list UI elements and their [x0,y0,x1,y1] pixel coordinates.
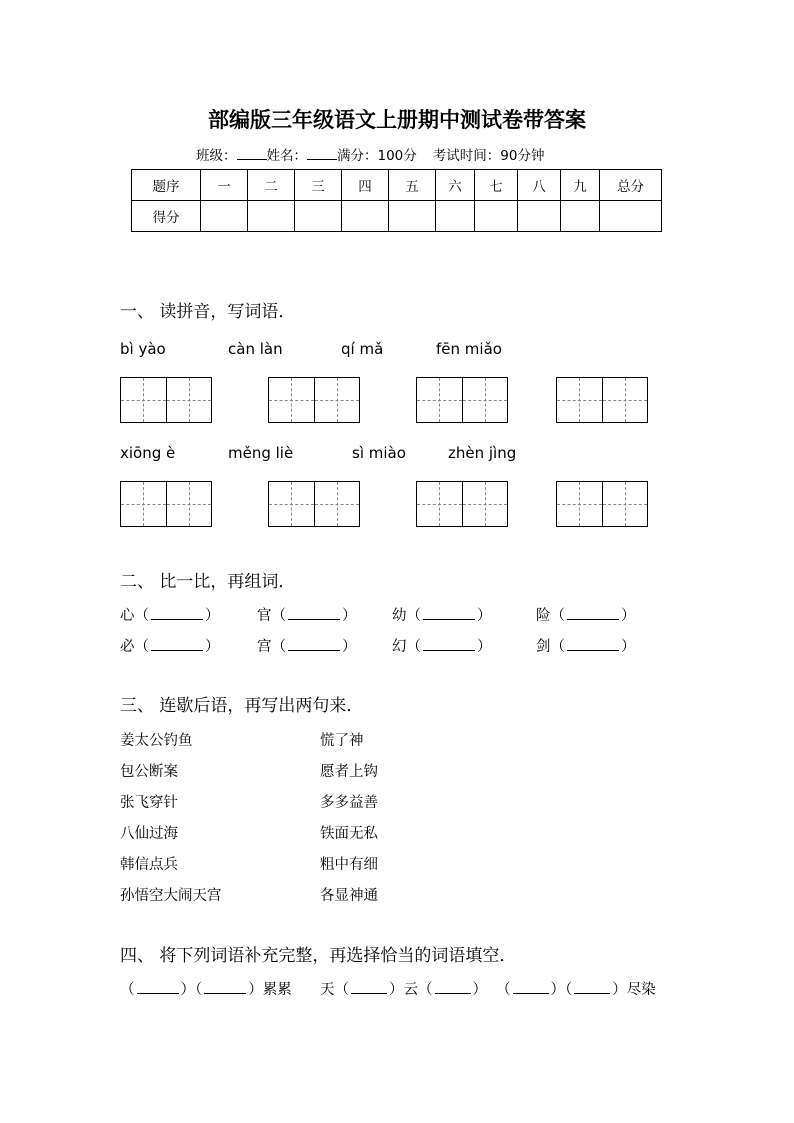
xiehouyu-left[interactable]: 孙悟空大闹天宫 [120,888,222,904]
full-score: 满分：100分 [337,148,417,164]
answer-blank[interactable] [288,606,340,620]
score-header-cell: 一 [201,170,248,201]
answer-blank[interactable] [435,980,471,994]
score-header-cell: 八 [518,170,561,201]
score-cell[interactable] [475,201,518,232]
compare-char: 宫 [257,639,272,655]
pinyin-label: xiōng è [120,444,176,462]
compare-item[interactable]: 险（ ） [536,608,636,624]
compare-item[interactable]: 宫（ ） [257,639,357,655]
writing-grid[interactable] [120,377,212,423]
pinyin-label: qí mǎ [341,340,384,358]
xiehouyu-right[interactable]: 铁面无私 [320,826,378,842]
section-4-heading: 四、 将下列词语补充完整，再选择恰当的词语填空． [120,946,517,966]
writing-grid[interactable] [268,481,360,527]
answer-blank[interactable] [151,606,203,620]
fill-word-1[interactable]: （ ）（ ）累累 [120,982,292,998]
class-blank[interactable] [237,147,267,160]
score-header-cell: 七 [475,170,518,201]
compare-char: 剑 [536,639,551,655]
writing-grid[interactable] [556,377,648,423]
answer-blank[interactable] [351,980,387,994]
xiehouyu-left[interactable]: 张飞穿针 [120,795,178,811]
compare-item[interactable]: 幼（ ） [392,608,492,624]
compare-item[interactable]: 官（ ） [257,608,357,624]
score-cell[interactable] [561,201,600,232]
answer-blank[interactable] [574,980,610,994]
writing-grid[interactable] [416,377,508,423]
score-header-cell: 题序 [132,170,201,201]
score-header-cell: 二 [248,170,295,201]
compare-char: 必 [120,639,135,655]
pinyin-label: sì miào [352,444,406,462]
compare-item[interactable]: 幻（ ） [392,639,492,655]
score-row-label: 得分 [132,201,201,232]
xiehouyu-right[interactable]: 粗中有细 [320,857,378,873]
compare-char: 险 [536,608,551,624]
writing-grid[interactable] [120,481,212,527]
score-cell[interactable] [389,201,436,232]
word-suffix: 累累 [262,982,292,998]
writing-grid[interactable] [556,481,648,527]
fill-word-2[interactable]: 天（ ）云（ ） [320,982,487,998]
score-cell[interactable] [201,201,248,232]
xiehouyu-right[interactable]: 多多益善 [320,795,378,811]
answer-blank[interactable] [423,637,475,651]
compare-item[interactable]: 必（ ） [120,639,220,655]
score-cell[interactable] [436,201,475,232]
answer-blank[interactable] [204,980,246,994]
compare-char: 幻 [392,639,407,655]
word-suffix: 尽染 [626,982,656,998]
name-label: 姓名： [266,148,307,164]
compare-item[interactable]: 剑（ ） [536,639,636,655]
answer-blank[interactable] [288,637,340,651]
answer-blank[interactable] [567,637,619,651]
section-3-heading: 三、 连歇后语，再写出两句来． [120,696,364,716]
answer-blank[interactable] [151,637,203,651]
score-cell[interactable] [295,201,342,232]
answer-blank[interactable] [513,980,549,994]
exam-time: 考试时间：90分钟 [432,148,545,164]
section-2-heading: 二、 比一比，再组词． [120,572,296,592]
compare-char: 官 [257,608,272,624]
score-header-cell: 五 [389,170,436,201]
page-title: 部编版三年级语文上册期中测试卷带答案 [208,107,586,132]
score-header-cell: 九 [561,170,600,201]
answer-blank[interactable] [137,980,179,994]
score-header-cell: 总分 [600,170,662,201]
score-table [131,169,662,232]
score-table-score-row [132,201,662,232]
xiehouyu-right[interactable]: 愿者上钩 [320,764,378,780]
pinyin-label: měng liè [228,444,294,462]
compare-char: 心 [120,608,135,624]
writing-grid[interactable] [416,481,508,527]
writing-grid[interactable] [268,377,360,423]
xiehouyu-left[interactable]: 姜太公钓鱼 [120,733,193,749]
class-label: 班级： [196,148,237,164]
xiehouyu-left[interactable]: 包公断案 [120,764,178,780]
score-header-cell: 四 [342,170,389,201]
compare-item[interactable]: 心（ ） [120,608,220,624]
pinyin-label: càn làn [228,340,283,358]
answer-blank[interactable] [567,606,619,620]
exam-info [196,144,544,164]
pinyin-label: bì yào [120,340,166,358]
score-header-cell: 三 [295,170,342,201]
xiehouyu-right[interactable]: 各显神通 [320,888,378,904]
xiehouyu-left[interactable]: 八仙过海 [120,826,178,842]
name-blank[interactable] [307,147,337,160]
word-mid: 云 [403,982,418,998]
score-header-cell: 六 [436,170,475,201]
section-1-heading: 一、 读拼音，写词语． [120,302,296,322]
score-table-header-row [132,170,662,201]
xiehouyu-right[interactable]: 慌了神 [320,733,364,749]
score-cell[interactable] [248,201,295,232]
word-prefix: 天 [320,982,335,998]
pinyin-label: zhèn jìng [448,444,517,462]
xiehouyu-left[interactable]: 韩信点兵 [120,857,178,873]
pinyin-label: fēn miǎo [436,340,502,358]
score-cell[interactable] [342,201,389,232]
score-cell[interactable] [600,201,662,232]
score-cell[interactable] [518,201,561,232]
fill-word-3[interactable]: （ ）（ ）尽染 [496,982,656,998]
answer-blank[interactable] [423,606,475,620]
compare-char: 幼 [392,608,407,624]
